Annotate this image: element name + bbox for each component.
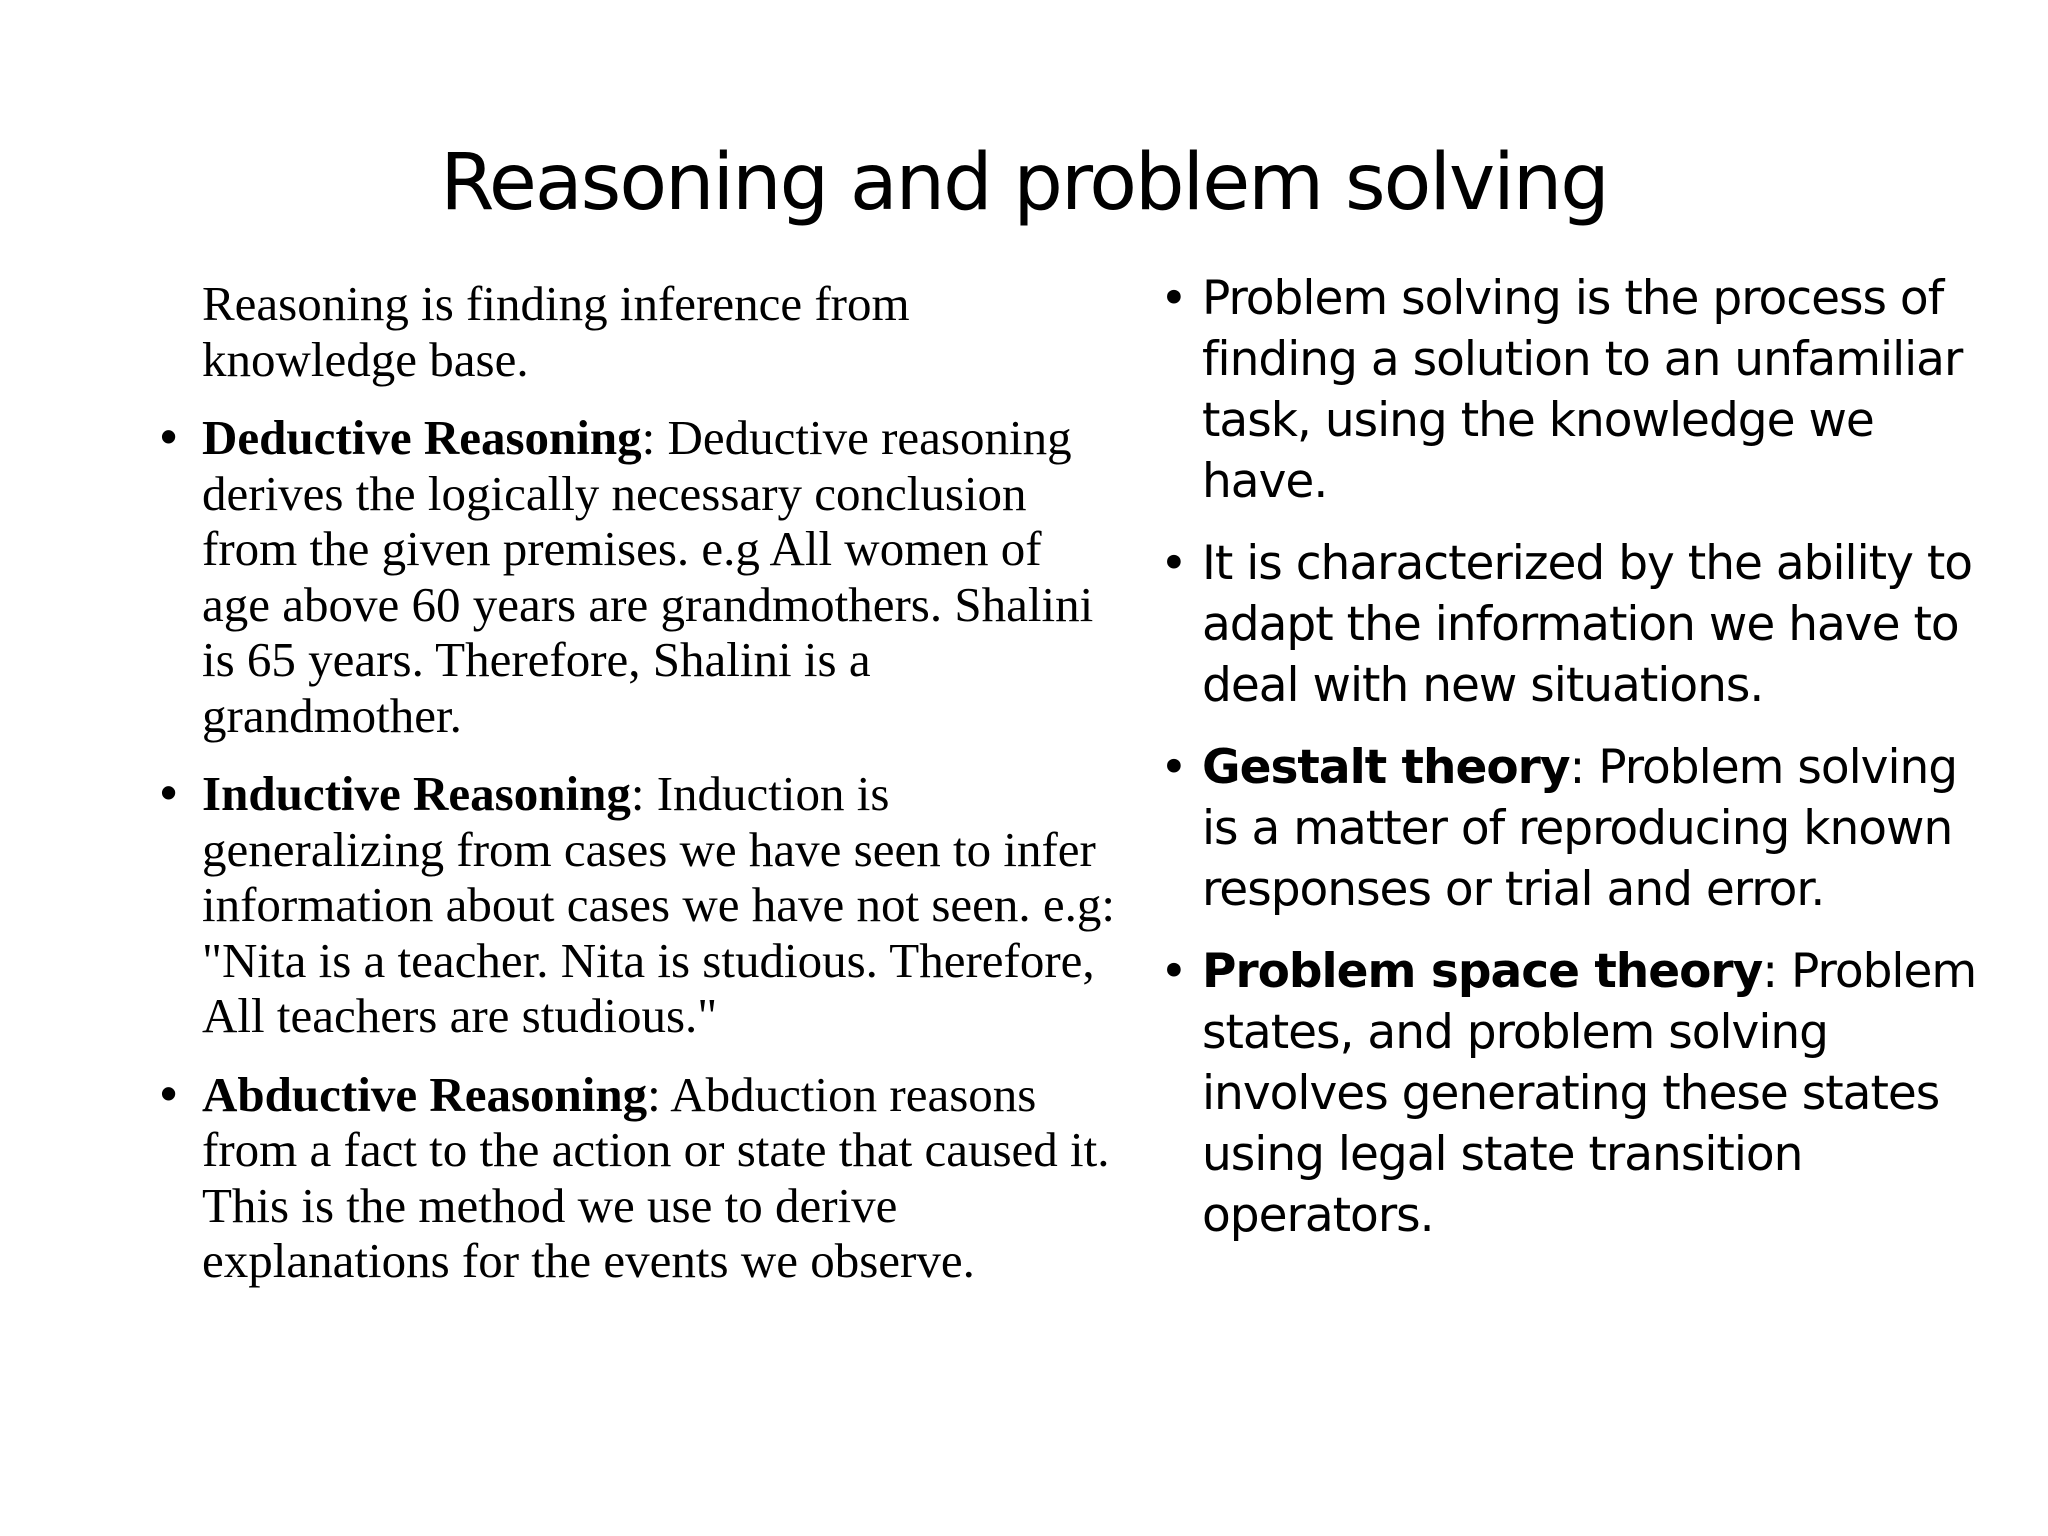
bullet: • bbox=[1160, 536, 1187, 591]
term-inductive: Inductive Reasoning bbox=[202, 766, 631, 821]
text-gestalt: : Problem solving is a matter of reproducing known responses or trial and error. bbox=[1202, 740, 1958, 917]
bullet: • bbox=[1160, 271, 1187, 326]
term-gestalt: Gestalt theory bbox=[1202, 740, 1570, 795]
list-item-abductive bbox=[160, 1067, 1120, 1289]
list-item-deductive bbox=[160, 410, 1120, 743]
text-inductive: : Induction is generalizing from cases we have seen to infer information about cases we have not seen. e.g: "Nita is a teacher. Nita is studious. Therefore, All teachers are studious." bbox=[202, 766, 1116, 1043]
term-problem-space: Problem space theory bbox=[1202, 944, 1763, 999]
intro-text-content: Reasoning is finding inference from knowledge base. bbox=[202, 276, 910, 387]
list-item-gestalt bbox=[1160, 737, 1980, 920]
slide-title: Reasoning and problem solving bbox=[440, 138, 1608, 228]
bullet: • bbox=[160, 1066, 178, 1121]
right-column bbox=[1160, 268, 1980, 1267]
list-item-problem-solving bbox=[1160, 268, 1980, 512]
text-characterized: It is characterized by the ability to adapt the information we have to deal with new situations. bbox=[1202, 536, 1973, 713]
list-item-problem-space bbox=[1160, 941, 1980, 1246]
text-abductive: : Abduction reasons from a fact to the action or state that caused it. This is the method we use to derive explanations for the events we observe. bbox=[202, 1066, 1110, 1288]
term-deductive: Deductive Reasoning bbox=[202, 410, 642, 465]
bullet: • bbox=[1160, 944, 1187, 999]
text-problem-solving: Problem solving is the process of finding a solution to an unfamiliar task, using the knowledge we have. bbox=[1202, 271, 1963, 509]
bullet: • bbox=[1160, 740, 1187, 795]
intro-text bbox=[160, 276, 1120, 387]
list-item-inductive bbox=[160, 766, 1120, 1044]
left-column bbox=[160, 276, 1120, 1312]
text-deductive: : Deductive reasoning derives the logically necessary conclusion from the given premises. e.g All women of age above 60 years are grandmothers. Shalini is 65 years. Therefore, Shalini is a grandmother. bbox=[202, 410, 1094, 743]
term-abductive: Abductive Reasoning bbox=[202, 1066, 648, 1122]
text-problem-space: : Problem states, and problem solving involves generating these states using legal state transition operators. bbox=[1202, 944, 1977, 1243]
list-item-characterized bbox=[1160, 533, 1980, 716]
bullet: • bbox=[160, 766, 178, 820]
bullet: • bbox=[160, 410, 178, 464]
